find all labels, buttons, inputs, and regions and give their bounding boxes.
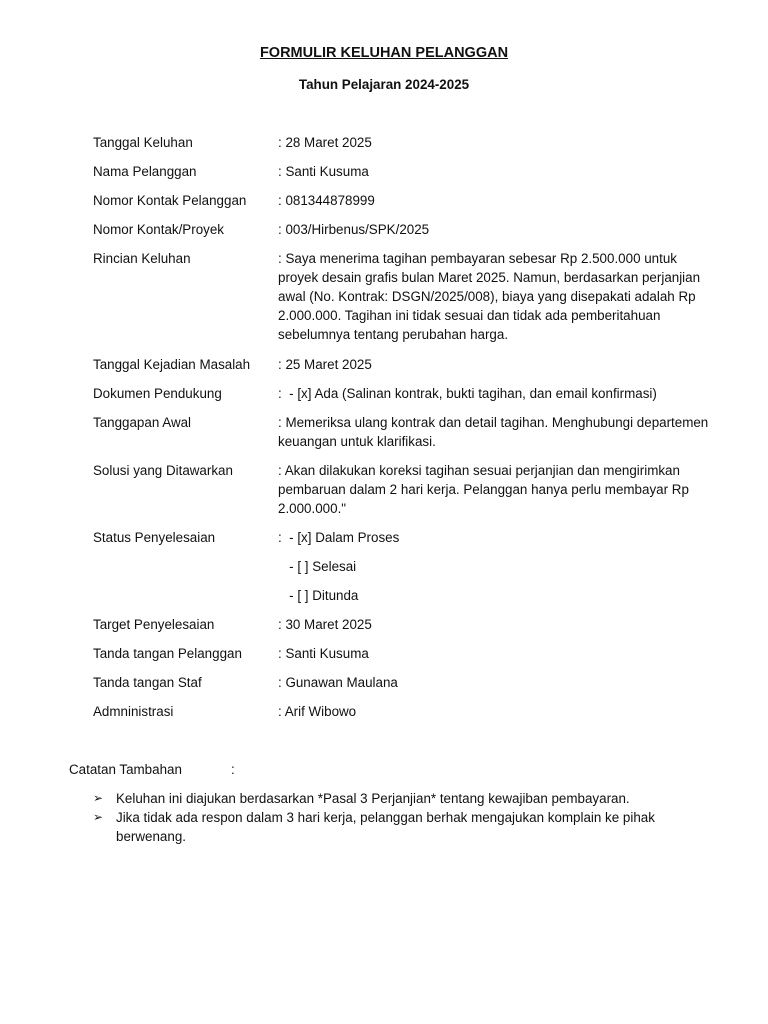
field-tanggapan-awal xyxy=(93,413,733,451)
field-value: : Santi Kusuma xyxy=(278,646,369,661)
catatan-tambahan xyxy=(69,760,235,779)
field-nama-pelanggan xyxy=(93,162,733,181)
arrow-bullet-icon: ➢ xyxy=(93,791,104,805)
field-label: Admninistrasi xyxy=(93,704,174,719)
field-value: : 30 Maret 2025 xyxy=(278,617,372,632)
field-label: Tanggal Kejadian Masalah xyxy=(93,357,251,372)
field-value: : Memeriksa ulang kontrak dan detail tagihan. Menghubungi departemen keuangan untuk klarifikasi. xyxy=(278,415,709,449)
field-label: Tanda tangan Pelanggan xyxy=(93,646,242,661)
field-dokumen-pendukung xyxy=(93,384,733,403)
field-value: : Arif Wibowo xyxy=(278,704,357,719)
field-label: Tanggapan Awal xyxy=(93,415,192,430)
field-label: Rincian Keluhan xyxy=(93,251,191,266)
field-tanggal-keluhan xyxy=(93,133,733,152)
document-title: FORMULIR KELUHAN PELANGGAN xyxy=(259,45,509,61)
field-value: : Saya menerima tagihan pembayaran sebesar Rp 2.500.000 untuk proyek desain grafis bulan Maret 2025. Namun, berdasarkan perjanjian awal (No. Kontrak: DSGN/2025/008), biaya yang disepakati adalah Rp 2.000.000. Tagihan ini tidak sesuai dan tidak ada pemberitahuan sebelumnya tentang perubahan harga. xyxy=(278,251,701,342)
field-nomor-kontak-pelanggan xyxy=(93,191,733,210)
catatan-colon: : xyxy=(231,762,235,777)
field-value xyxy=(278,528,718,605)
field-label: Nomor Kontak/Proyek xyxy=(93,222,224,237)
field-tanggal-kejadian xyxy=(93,355,733,374)
list-item xyxy=(93,808,693,846)
list-item xyxy=(93,789,693,808)
field-ttd-pelanggan xyxy=(93,644,733,663)
field-value: : Gunawan Maulana xyxy=(278,675,398,690)
field-ttd-staf xyxy=(93,673,733,692)
field-value: : - [x] Ada (Salinan kontrak, bukti tagihan, dan email konfirmasi) xyxy=(278,386,657,401)
field-label: Tanggal Keluhan xyxy=(93,135,193,150)
document-subtitle: Tahun Pelajaran 2024-2025 xyxy=(298,77,470,92)
field-label: Dokumen Pendukung xyxy=(93,386,222,401)
field-nomor-kontak-proyek xyxy=(93,220,733,239)
field-label: Nama Pelanggan xyxy=(93,164,197,179)
field-value: : 081344878999 xyxy=(278,193,375,208)
field-rincian-keluhan xyxy=(93,249,733,344)
field-label: Solusi yang Ditawarkan xyxy=(93,463,233,478)
arrow-bullet-icon: ➢ xyxy=(93,810,104,824)
field-value: : 28 Maret 2025 xyxy=(278,135,372,150)
field-label: Status Penyelesaian xyxy=(93,530,216,545)
note-text: Jika tidak ada respon dalam 3 hari kerja, pelanggan berhak mengajukan komplain ke pihak berwenang. xyxy=(116,810,655,844)
field-value: : Akan dilakukan koreksi tagihan sesuai perjanjian dan mengirimkan pembaruan dalam 2 hari kerja. Pelanggan hanya perlu membayar Rp 2.000.000." xyxy=(278,463,689,516)
status-option-selesai: - [ ] Selesai xyxy=(278,559,357,574)
note-text: Keluhan ini diajukan berdasarkan *Pasal 3 Perjanjian* tentang kewajiban pembayaran. xyxy=(116,791,630,806)
field-value: : 25 Maret 2025 xyxy=(278,357,372,372)
field-label: Tanda tangan Staf xyxy=(93,675,202,690)
field-status-penyelesaian xyxy=(93,528,733,605)
catatan-label: Catatan Tambahan xyxy=(69,762,182,777)
field-label: Target Penyelesaian xyxy=(93,617,215,632)
field-administrasi xyxy=(93,702,733,721)
field-solusi xyxy=(93,461,733,518)
status-option-ditunda: - [ ] Ditunda xyxy=(278,588,359,603)
status-option-dalam-proses: : - [x] Dalam Proses xyxy=(278,530,400,545)
field-label: Nomor Kontak Pelanggan xyxy=(93,193,247,208)
notes-list xyxy=(93,789,693,846)
field-value: : 003/Hirbenus/SPK/2025 xyxy=(278,222,430,237)
field-target-penyelesaian xyxy=(93,615,733,634)
field-value: : Santi Kusuma xyxy=(278,164,369,179)
